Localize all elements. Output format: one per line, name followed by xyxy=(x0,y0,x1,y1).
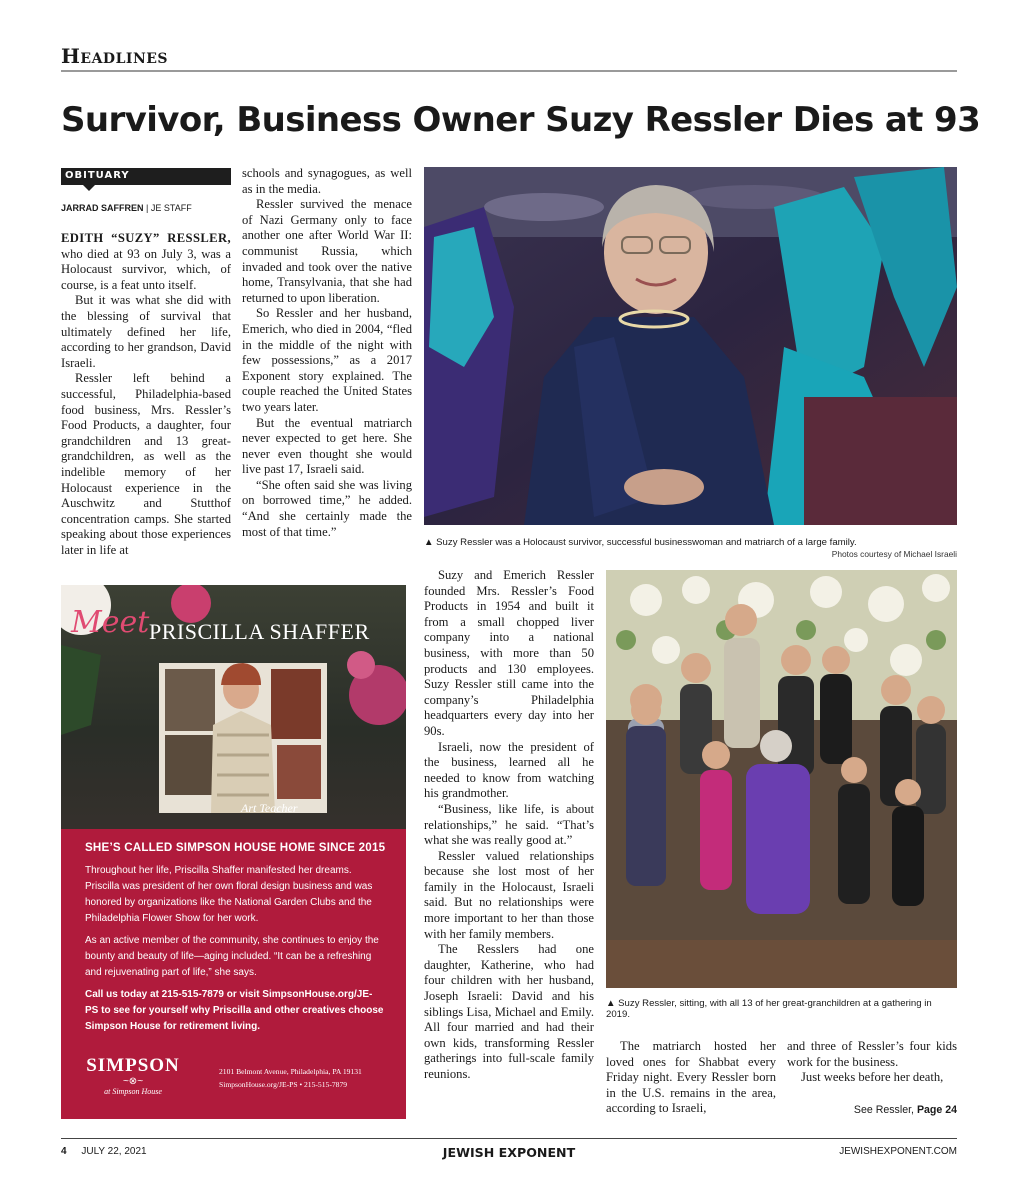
photo-credit: Photos courtesy of Michael Israeli xyxy=(831,549,957,559)
simpson-house-ad[interactable] xyxy=(61,585,406,1119)
family-illustration xyxy=(606,570,957,988)
paragraph: Israeli, now the president of the business, learned all he needed to know from watching his grandmother. xyxy=(424,739,594,801)
byline-author: JARRAD SAFFREN xyxy=(61,203,144,213)
paragraph: Ressler left behind a successful, Philadelphia-based food business, Mrs. Ressler’s Food Products, a daughter, four grandchildren and 13 great-grandchildren, as well as the indelible memory of her Holocaust experience in the Auschwitz and Stutthof concentration camps. She started speaking about those experiences later in life at xyxy=(61,371,231,557)
ad-featured-name: PRISCILLA SHAFFER xyxy=(149,619,370,644)
kicker-pointer xyxy=(83,185,95,191)
simpson-logo xyxy=(83,1055,183,1096)
ad-paragraph-1: Throughout her life, Priscilla Shaffer manifested her dreams. Priscilla was president of her own floral design business and was honored by organizations like the National Garden Clubs and the Philadelphia Flower Show for her work. xyxy=(85,865,373,924)
paragraph: schools and synagogues, as well as in the media. xyxy=(242,166,412,196)
paragraph: Ressler survived the menace of Nazi Germany only to face another one after World War II: communist Russia, which invaded and took over the native home, Transylvania, that she had returned to upon liberation. xyxy=(242,197,412,305)
ad-photo-area xyxy=(61,585,406,829)
paragraph: Ressler valued relationships because she lost most of her family in the Holocaust, Israeli said. But no relationships were more important to her than those with her family members. xyxy=(424,848,594,941)
article-column-1 xyxy=(61,231,231,558)
issue-date: JULY 22, 2021 xyxy=(81,1146,147,1157)
logo-wordmark: SIMPSON xyxy=(86,1055,180,1076)
article-column-2 xyxy=(242,166,412,540)
byline-org: JE STAFF xyxy=(150,203,192,213)
ad-headline: SHE’S CALLED SIMPSON HOUSE HOME SINCE 2015 xyxy=(85,841,386,854)
byline-separator: | xyxy=(143,203,151,213)
jump-page: Page 24 xyxy=(916,1104,957,1116)
logo-subtitle: at Simpson House xyxy=(104,1087,162,1096)
logo-ornament-icon: ~⊗~ xyxy=(122,1076,144,1087)
article-column-3 xyxy=(424,568,594,1083)
continued-jump-line[interactable] xyxy=(790,1104,957,1116)
section-rule xyxy=(61,70,957,72)
byline xyxy=(61,203,192,213)
paragraph: The Resslers had one daughter, Katherine, who had four children with her husband, Joseph Israeli: David and his siblings Lisa, Michael and Emily. All four married and had their own kids, transforming Ressler gatherings into full-scale family reunions. xyxy=(424,942,594,1081)
footer-rule xyxy=(61,1138,957,1139)
article-column-4 xyxy=(606,1039,776,1117)
portrait-illustration xyxy=(424,167,957,525)
paragraph: Just weeks before her death, xyxy=(801,1070,944,1085)
ad-call-to-action[interactable]: Call us today at 215-515-7879 or visit SimpsonHouse.org/JE-PS to see for yourself why Priscilla and other creatives choose Simpson House for retirement living. xyxy=(85,989,384,1032)
photo-caption: ▲ Suzy Ressler, sitting, with all 13 of her great-granchildren at a gathering in 2019. xyxy=(606,998,932,1020)
publication-name: JEWISH EXPONENT xyxy=(442,1145,576,1160)
ad-paragraph-2: As an active member of the community, she continues to enjoy the bounty and beauty of life—aging included. “It can be a refreshing and rejuvenating part of life,” she says. xyxy=(85,935,379,978)
page-number: 4 xyxy=(61,1146,67,1157)
paragraph: So Ressler and her husband, Emerich, who died in 2004, “fled in the middle of the night with few possessions,” as a 2017 Exponent story explained. The couple reached the United States two years later. xyxy=(242,306,412,414)
jump-text: See Ressler, xyxy=(853,1104,917,1116)
paragraph: Suzy and Emerich Ressler founded Mrs. Ressler’s Food Products in 1954 and built it from a small chopped liver company into a national business, with more than 50 products and 130 employees. Suzy Ressler still came into the company’s Philadelphia headquarters every day into her 90s. xyxy=(424,568,594,738)
website-url[interactable]: JEWISHEXPONENT.COM xyxy=(839,1146,957,1157)
obituary-kicker: OBITUARY xyxy=(61,168,231,185)
paragraph: The matriarch hosted her loved ones for Shabbat every Friday night. Every Ressler born in the U.S. remains in the area, according to Israeli, xyxy=(606,1039,776,1116)
paragraph: and three of Ressler’s four kids work for the business. xyxy=(787,1039,957,1069)
family-photo xyxy=(606,570,957,988)
photo-caption: ▲ Suzy Ressler was a Holocaust survivor, successful businesswoman and matriarch of a large family. xyxy=(424,537,857,548)
ad-contact xyxy=(219,1065,362,1091)
lead-text: who died at 93 on July 3, was a Holocaust survivor, which, of course, is a feat unto itself. xyxy=(61,246,231,292)
article-column-5 xyxy=(787,1039,957,1086)
lead-paragraph xyxy=(61,231,231,293)
portrait-photo xyxy=(424,167,957,525)
paragraph: “She often said she was living on borrowed time,” he added. “And she certainly made the most of that time.” xyxy=(242,477,412,539)
ad-role-caption: Art Teacher xyxy=(241,801,298,815)
ad-meet-script: Meet xyxy=(71,605,150,640)
ad-text-panel xyxy=(61,829,406,1119)
paragraph: “Business, like life, is about relationships,” he said. “That’s what she was really good at.” xyxy=(424,801,594,848)
lead-name: EDITH “SUZY” RESSLER, xyxy=(61,231,231,245)
paragraph: But it was what she did with the blessing of survival that ultimately defined her life, according to her grandson, David Israeli. xyxy=(61,293,231,370)
ad-address-line: 2101 Belmont Avenue, Philadelphia, PA 19131 xyxy=(219,1067,362,1076)
ad-web-phone[interactable]: SimpsonHouse.org/JE-PS • 215-515-7879 xyxy=(219,1080,348,1089)
paragraph: But the eventual matriarch never expected to get here. She never even thought she would live past 17, Israeli said. xyxy=(242,415,412,477)
section-label: Headlines xyxy=(61,44,169,68)
article-headline: Survivor, Business Owner Suzy Ressler Dies at 93 xyxy=(61,100,981,140)
